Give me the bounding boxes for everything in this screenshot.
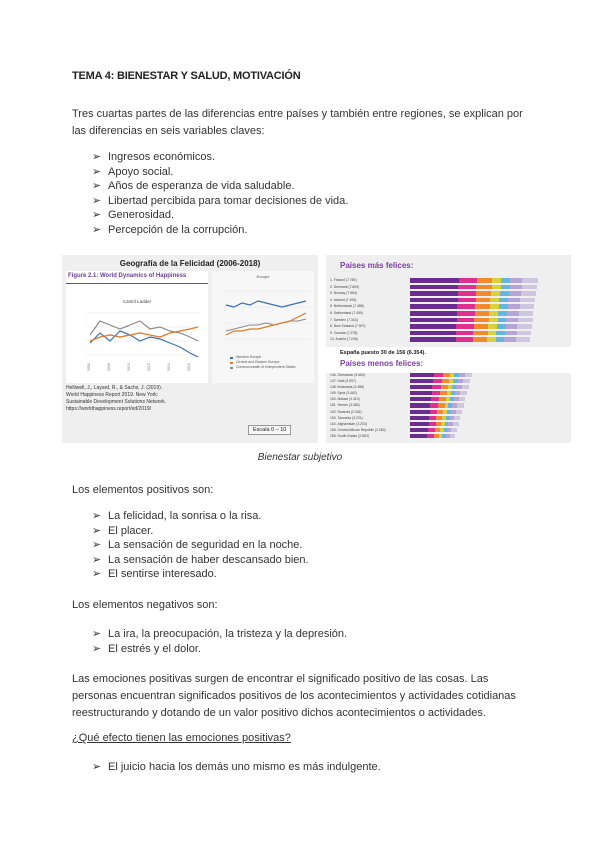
country-label: 5. Netherlands (7.488) <box>330 304 364 309</box>
bar-segment <box>496 331 505 336</box>
bar-segment <box>520 298 535 303</box>
country-row <box>330 290 568 297</box>
country-row <box>330 297 568 304</box>
figure-subtitle: Figure 2.1: World Dynamics of Happiness <box>68 273 187 279</box>
bar-segment <box>453 422 459 426</box>
positive-intro: Los elementos positivos son: <box>72 484 214 496</box>
bar-segment <box>410 428 428 432</box>
arrow-bullet-icon: ➢ <box>92 194 102 207</box>
bar-segment <box>410 304 457 309</box>
bar-segment <box>487 337 496 342</box>
bar-segment <box>410 324 456 329</box>
bar-segment <box>458 285 476 290</box>
bar-segment <box>517 331 531 336</box>
figure-reference: Helliwell, J., Layard, R., & Sachs, J. (2019). World Happiness Report 2019. New York: Sustainable Development Solutions Network. https://worldhappiness.report/ed/2019/ <box>66 385 167 412</box>
arrow-bullet-icon: ➢ <box>92 223 102 236</box>
arrow-bullet-icon: ➢ <box>92 553 102 566</box>
arrow-bullet-icon: ➢ <box>92 761 102 773</box>
country-label: 2. Denmark (7.600) <box>330 284 360 289</box>
bar-segment <box>430 410 437 414</box>
bar-segment <box>492 285 501 290</box>
bar-segment <box>410 379 433 383</box>
top-countries-title: Países más felices: <box>340 261 414 270</box>
country-row <box>330 336 568 343</box>
list-item: ➢ El placer. <box>92 524 154 537</box>
happiness-bar <box>410 331 554 336</box>
happiness-bar <box>410 397 476 401</box>
bar-segment <box>462 385 469 389</box>
happiness-bar <box>410 416 470 420</box>
happiness-bar <box>410 298 559 303</box>
list-item: ➢ Ingresos económicos. <box>92 151 215 163</box>
bar-segment <box>451 428 457 432</box>
happiness-bar <box>410 311 557 316</box>
list-item: ➢ Libertad percibida para tomar decisiones de vida. <box>92 194 349 207</box>
bar-segment <box>434 373 443 377</box>
list-item: ➢ La felicidad, la sonrisa o la risa. <box>92 510 262 522</box>
list-item: ➢ Apoyo social. <box>92 165 174 178</box>
country-label: 1. Finland (7.769) <box>330 278 357 282</box>
country-row <box>330 323 568 330</box>
bar-segment <box>474 318 489 323</box>
bar-segment <box>517 324 532 329</box>
happiness-geography-figure <box>62 255 318 443</box>
svg-text:2006: 2006 <box>87 363 91 371</box>
bar-segment <box>456 410 462 414</box>
bar-segment <box>456 331 473 336</box>
happiness-bar <box>410 385 480 389</box>
bar-segment <box>499 304 508 309</box>
bar-segment <box>473 331 487 336</box>
bar-segment <box>501 285 510 290</box>
bar-segment <box>496 337 505 342</box>
country-label: 3. Norway (7.554) <box>330 291 357 296</box>
list-item: ➢ Años de esperanza de vida saludable. <box>92 180 295 192</box>
happiness-bar <box>410 304 558 309</box>
bar-segment <box>431 397 439 401</box>
bar-segment <box>456 324 473 329</box>
bar-segment <box>500 291 509 296</box>
negatives-list <box>92 627 347 656</box>
bar-segment <box>457 318 475 323</box>
bar-segment <box>432 391 440 395</box>
question-heading: ¿Qué efecto tienen las emociones positivas? <box>72 732 291 744</box>
country-row <box>330 310 568 317</box>
figure-title: Geografía de la Felicidad (2006-2018) <box>119 259 261 268</box>
bar-segment <box>454 416 460 420</box>
country-label: 147. Haiti (3.597) <box>330 379 357 384</box>
arrow-bullet-icon: ➢ <box>92 524 102 537</box>
happiness-bar <box>410 422 468 426</box>
bar-segment <box>508 304 520 309</box>
bar-segment <box>504 337 515 342</box>
bar-segment <box>476 298 491 303</box>
bar-segment <box>459 397 466 401</box>
bar-segment <box>410 311 457 316</box>
bar-segment <box>410 385 432 389</box>
bar-segment <box>441 385 448 389</box>
bar-segment <box>510 285 522 290</box>
intro-line-1: Tres cuartas partes de las diferencias entre países y también entre regiones, se explican por <box>72 108 523 120</box>
bar-segment <box>476 291 491 296</box>
panel-title: Cantril Ladder <box>122 299 152 304</box>
bar-segment <box>457 304 475 309</box>
bar-segment <box>410 416 429 420</box>
bar-segment <box>499 298 508 303</box>
bar-segment <box>433 379 442 383</box>
happiness-bar <box>410 379 482 383</box>
happiness-bar <box>410 291 560 296</box>
bar-segment <box>460 391 467 395</box>
list-item: ➢ El estrés y el dolor. <box>92 642 201 655</box>
country-row <box>330 277 568 284</box>
bar-segment <box>463 379 470 383</box>
bar-segment <box>410 285 458 290</box>
arrow-bullet-icon: ➢ <box>92 209 102 221</box>
intro-line-2: las diferencias en seis variables claves: <box>72 125 265 137</box>
happiest-countries-figure <box>326 255 571 443</box>
country-row <box>330 284 568 291</box>
bar-segment <box>457 311 475 316</box>
happiness-bar <box>410 391 478 395</box>
bar-segment <box>458 298 476 303</box>
panel-title: Europe <box>256 274 270 279</box>
bar-segment <box>410 410 430 414</box>
list-item: ➢ La sensación de haber descansado bien. <box>92 553 309 566</box>
bar-segment <box>439 397 446 401</box>
happiness-bar <box>410 278 562 283</box>
bar-segment <box>410 337 456 342</box>
happiness-bar <box>410 373 484 377</box>
bottom-countries-title: Países menos felices: <box>340 359 424 368</box>
bar-segment <box>410 391 432 395</box>
bar-segment <box>491 291 500 296</box>
bar-segment <box>428 428 435 432</box>
positives-list <box>92 509 309 582</box>
country-label: 4. Iceland (7.494) <box>330 297 357 302</box>
chart-legend: Western Europe Central and Eastern Europe Commonwealth of Independent States <box>236 355 296 369</box>
arrow-bullet-icon: ➢ <box>92 151 102 163</box>
bar-segment <box>490 298 499 303</box>
svg-text:2012: 2012 <box>147 363 151 371</box>
happiness-bar <box>410 285 561 290</box>
happiness-bar <box>410 410 472 414</box>
bar-segment <box>489 318 498 323</box>
bar-segment <box>522 278 537 283</box>
happiness-bar <box>410 324 555 329</box>
bar-segment <box>410 434 427 438</box>
variables-list <box>92 150 348 237</box>
bar-segment <box>488 331 497 336</box>
arrow-bullet-icon: ➢ <box>92 568 102 580</box>
bar-segment <box>450 434 455 438</box>
bar-segment <box>474 324 489 329</box>
bar-segment <box>459 278 477 283</box>
list-item: ➢ El sentirse interesado. <box>92 568 217 580</box>
figure-caption: Bienestar subjetivo <box>257 452 343 463</box>
country-label: 6. Switzerland (7.480) <box>330 310 363 315</box>
country-label: 154. Afghanistan (3.203) <box>330 421 367 426</box>
country-label: 152. Rwanda (3.334) <box>330 409 362 414</box>
country-label: 156. South Sudan (2.853) <box>330 433 369 438</box>
bar-segment <box>410 331 456 336</box>
bar-segment <box>488 324 497 329</box>
bar-segment <box>457 403 463 407</box>
country-label: 149. Syria (3.462) <box>330 391 357 396</box>
world-dynamics-panel <box>66 271 208 383</box>
bar-segment <box>520 304 535 309</box>
list-item: ➢ La ira, la preocupación, la tristeza y la depresión. <box>92 628 348 640</box>
bar-segment <box>410 403 430 407</box>
europe-panel <box>212 271 314 383</box>
world-dynamics-chart <box>66 271 208 383</box>
bar-segment <box>440 391 447 395</box>
emotions-paragraph: Las emociones positivas surgen de encontrar el significado positivo de las cosas. Las personas encuentran significados positivos de los acontecimientos y actividades cotidianas reestructurando y dotando de un valor positivo dichos acontecimientos o actividades. <box>72 673 516 719</box>
spain-rank: España puesto 30 de 156 (6.354). <box>340 350 426 356</box>
bar-segment <box>510 278 522 283</box>
bar-segment <box>498 311 507 316</box>
country-label: 146. Zimbabwe (3.663) <box>330 373 365 377</box>
happiness-bar <box>410 428 466 432</box>
bar-segment <box>410 397 431 401</box>
bar-segment <box>410 291 458 296</box>
country-row <box>330 330 568 337</box>
bar-segment <box>456 337 473 342</box>
arrow-bullet-icon: ➢ <box>92 628 102 640</box>
country-label: 150. Malawi (3.410) <box>330 397 360 402</box>
country-label: 9. Canada (7.278) <box>330 330 358 335</box>
happiness-bar <box>410 337 553 342</box>
bar-segment <box>475 311 490 316</box>
negative-intro: Los elementos negativos son: <box>72 599 218 611</box>
bar-segment <box>505 331 517 336</box>
svg-text:2008: 2008 <box>107 363 111 371</box>
country-label: 148. Botswana (3.488) <box>330 385 365 390</box>
bar-segment <box>432 385 440 389</box>
bar-segment <box>518 318 533 323</box>
bar-segment <box>443 373 450 377</box>
bar-segment <box>508 298 520 303</box>
bar-segment <box>458 291 476 296</box>
list-item: ➢ Percepción de la corrupción. <box>92 223 248 236</box>
bar-segment <box>465 373 472 377</box>
bar-segment <box>410 422 429 426</box>
bar-segment <box>475 304 490 309</box>
bar-segment <box>516 337 530 342</box>
bar-segment <box>498 318 507 323</box>
bar-segment <box>473 337 487 342</box>
bar-segment <box>410 278 459 283</box>
list-item: ➢ La sensación de seguridad en la noche. <box>92 539 303 551</box>
intro-paragraph <box>72 106 523 140</box>
bar-segment <box>522 285 537 290</box>
bar-segment <box>507 311 519 316</box>
country-label: 151. Yemen (3.380) <box>330 403 360 408</box>
bar-segment <box>429 422 436 426</box>
happiness-bar <box>410 434 464 438</box>
bar-segment <box>410 373 434 377</box>
bar-segment <box>497 324 506 329</box>
list-item: ➢ El juicio hacia los demás uno mismo es más indulgente. <box>92 761 381 773</box>
scale-badge: Escala 0 – 10 <box>248 425 291 435</box>
bar-segment <box>490 304 499 309</box>
country-row <box>330 317 568 324</box>
bar-segment <box>442 379 449 383</box>
svg-text:2016: 2016 <box>187 363 191 371</box>
bar-segment <box>519 311 534 316</box>
bar-segment <box>506 324 518 329</box>
country-label: 153. Tanzania (3.231) <box>330 415 363 420</box>
arrow-bullet-icon: ➢ <box>92 539 102 551</box>
country-label: 7. Sweden (7.343) <box>330 317 358 322</box>
country-label: 8. New Zealand (7.307) <box>330 324 366 329</box>
bar-segment <box>410 318 457 323</box>
top-countries-list <box>330 277 568 343</box>
arrow-bullet-icon: ➢ <box>92 642 102 655</box>
bar-segment <box>410 298 458 303</box>
country-label: 155. Central African Republic (3.083) <box>330 427 386 432</box>
country-row <box>330 433 568 439</box>
bar-segment <box>506 318 518 323</box>
country-row <box>330 303 568 310</box>
happiness-bar <box>410 318 556 323</box>
bar-segment <box>509 291 521 296</box>
effects-list <box>92 760 381 775</box>
bar-segment <box>521 291 536 296</box>
arrow-bullet-icon: ➢ <box>92 165 102 178</box>
bottom-countries-list <box>330 372 568 439</box>
list-item: ➢ Generosidad. <box>92 209 175 221</box>
happiness-bar <box>410 403 474 407</box>
svg-text:2014: 2014 <box>167 363 171 371</box>
arrow-bullet-icon: ➢ <box>92 510 102 522</box>
bar-segment <box>489 311 498 316</box>
bar-segment <box>501 278 510 283</box>
page-title: TEMA 4: BIENESTAR Y SALUD, MOTIVACIÓN <box>72 70 301 82</box>
country-label: 10. Austria (7.246) <box>330 337 358 342</box>
svg-text:2010: 2010 <box>127 363 131 371</box>
arrow-bullet-icon: ➢ <box>92 180 102 192</box>
bar-segment <box>492 278 501 283</box>
bar-segment <box>477 278 492 283</box>
bar-segment <box>429 416 436 420</box>
bar-segment <box>476 285 491 290</box>
bar-segment <box>430 403 438 407</box>
